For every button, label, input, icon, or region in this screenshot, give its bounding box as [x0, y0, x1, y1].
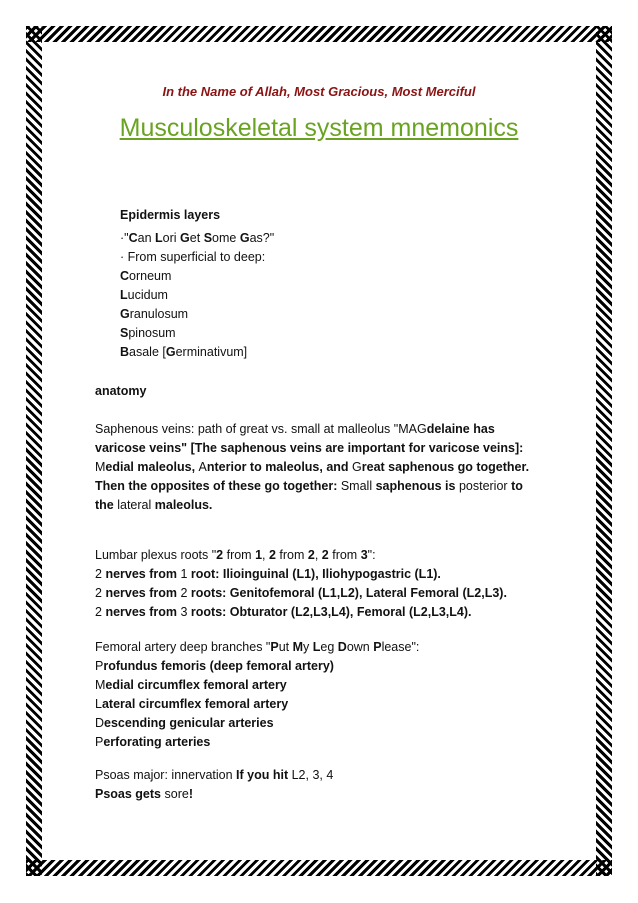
decorative-border-bottom: [26, 860, 612, 876]
anatomy-heading-block: [95, 382, 575, 401]
saphenous-veins-section: [95, 420, 575, 515]
document-title: Musculoskeletal system mnemonics: [119, 114, 519, 142]
epidermis-layer-spinosum: Spinosum: [120, 326, 176, 340]
saphenous-line-3: Medial maleolus, Anterior to maleolus, and Great saphenous go together.: [95, 460, 530, 474]
saphenous-line-1: Saphenous veins: path of great vs. small at malleolus "MAGdelaine has: [95, 422, 495, 436]
lumbar-row-2: 2 nerves from 2 roots: Genitofemoral (L1,L2), Lateral Femoral (L2,L3).: [95, 586, 507, 600]
basmala-heading: In the Name of Allah, Most Gracious, Most Merciful: [162, 84, 476, 99]
saphenous-line-4: Then the opposites of these go together: Small saphenous is posterior to: [95, 479, 523, 493]
femoral-artery-section: [95, 638, 575, 752]
psoas-section: [95, 766, 575, 804]
epidermis-layer-lucidum: Lucidum: [120, 288, 168, 302]
femoral-branch-3: Lateral circumflex femoral artery: [95, 697, 289, 711]
epidermis-layer-basale: Basale [Germinativum]: [120, 345, 248, 359]
femoral-artery-title: Femoral artery deep branches "Put My Leg Down Please":: [95, 640, 420, 654]
lumbar-row-3: 2 nerves from 3 roots: Obturator (L2,L3,L4), Femoral (L2,L3,L4).: [95, 605, 472, 619]
epidermis-order-note: · From superficial to deep:: [120, 250, 266, 264]
decorative-border-top: [26, 26, 612, 42]
saphenous-line-2: varicose veins" [The saphenous veins are important for varicose veins]:: [95, 441, 524, 455]
decorative-border-left: [26, 26, 42, 876]
epidermis-layers-section: [120, 206, 540, 362]
anatomy-heading: anatomy: [95, 384, 147, 398]
femoral-branch-4: Descending genicular arteries: [95, 716, 274, 730]
femoral-branch-2: Medial circumflex femoral artery: [95, 678, 287, 692]
epidermis-layer-granulosum: Granulosum: [120, 307, 189, 321]
psoas-line-2: Psoas gets sore!: [95, 787, 193, 801]
decorative-border-right: [596, 26, 612, 876]
femoral-branch-1: Profundus femoris (deep femoral artery): [95, 659, 334, 673]
lumbar-plexus-section: [95, 546, 575, 622]
epidermis-heading: Epidermis layers: [120, 208, 221, 222]
lumbar-plexus-title: Lumbar plexus roots "2 from 1, 2 from 2, 2 from 3":: [95, 548, 376, 562]
epidermis-mnemonic: ·"Can Lori Get Some Gas?": [120, 231, 275, 245]
psoas-line-1: Psoas major: innervation If you hit L2, 3, 4: [95, 768, 334, 782]
femoral-branch-5: Perforating arteries: [95, 735, 211, 749]
saphenous-line-5: the lateral maleolus.: [95, 498, 213, 512]
lumbar-row-1: 2 nerves from 1 root: Ilioinguinal (L1), Iliohypogastric (L1).: [95, 567, 441, 581]
epidermis-layer-corneum: Corneum: [120, 269, 172, 283]
